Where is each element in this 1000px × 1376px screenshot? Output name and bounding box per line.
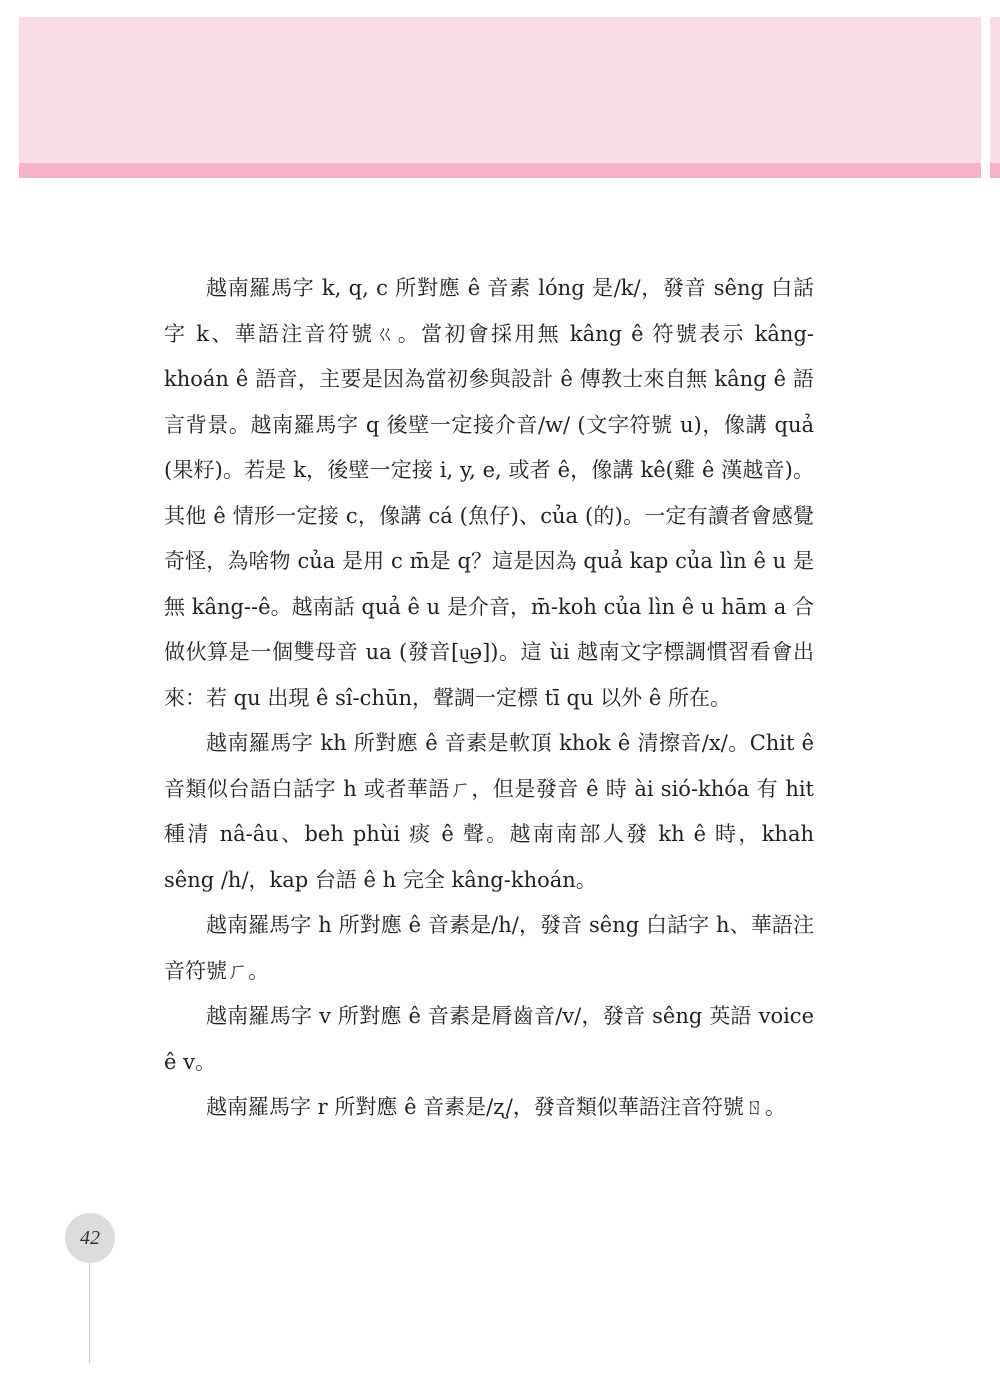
next-page-edge-stripe — [990, 163, 1000, 178]
paragraph-h: 越南羅馬字 h 所對應 ê 音素是/h/，發音 sêng 白話字 h、華語注音符號ㄏ。 — [164, 913, 814, 983]
page-number-rule — [89, 1263, 90, 1363]
header-band — [19, 17, 981, 163]
page-number: 42 — [80, 1227, 100, 1249]
header-stripe — [19, 163, 981, 178]
paragraph-k-q-c: 越南羅馬字 k, q, c 所對應 ê 音素 lóng 是/k/，發音 sêng 白話字 k、華語注音符號ㄍ。當初會採用無 kâng ê 符號表示 kâng-khoán ê 語音，主要是因為當初參與設計 ê 傳教士來自無 kâng ê 語言背景。越南羅馬字 q 後壁一定接介音/w/ (文字符號 u)，像講 quả (果籽)。若是 k，後壁一定接 i, y, e, 或者 ê，像講 kê(雞 ê 漢越音)。其他 ê 情形一定接 c，像講 cá (魚仔)、của (的)。一定有讀者會感覺奇怪，為啥物 của 是用 c m̄是 q？這是因為 quả kap của lìn ê u 是無 kâng--ê。越南話 quả ê u 是介音，m̄-koh của lìn ê u hām a 合做伙算是一個雙母音 ua (發音[u͜ə])。這 ùi 越南文字標調慣習看會出來：若 qu 出現 ê sî-chūn，聲調一定標 tī qu 以外 ê 所在。 — [164, 276, 814, 710]
paragraph-kh: 越南羅馬字 kh 所對應 ê 音素是軟頂 khok ê 清擦音/x/。Chit ê 音類似台語白話字 h 或者華語ㄏ，但是發音 ê 時 ài sió-khóa 有 hit 種清 nâ-âu、beh phùi 痰 ê 聲。越南南部人發 kh ê 時，khah sêng /h/，kap 台語 ê h 完全 kâng-khoán。 — [164, 731, 814, 892]
body-text — [164, 266, 814, 1131]
paragraph-v: 越南羅馬字 v 所對應 ê 音素是脣齒音/v/，發音 sêng 英語 voice ê v。 — [164, 1004, 814, 1074]
next-page-edge-band — [990, 17, 1000, 163]
paragraph-r: 越南羅馬字 r 所對應 ê 音素是/ʐ/，發音類似華語注音符號ㄖ。 — [206, 1095, 786, 1119]
